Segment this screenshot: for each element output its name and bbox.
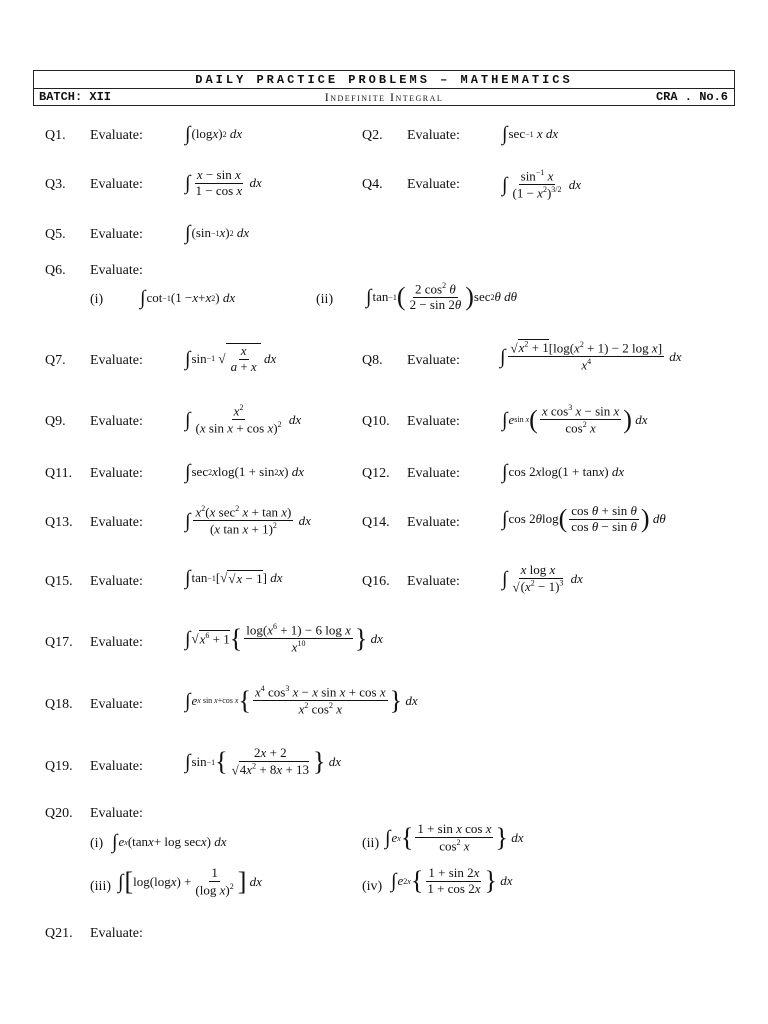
evaluate-label: Evaluate:: [407, 574, 460, 589]
part-label: (ii): [316, 292, 334, 307]
question-number: Q20.: [45, 806, 73, 821]
math-expression: ∫ √ $x^6 + 1$ { $\frac{\log(x^6 + 1) - 6 \log x}{x^{10}}$ } dx: [185, 622, 383, 655]
question-number: Q13.: [45, 515, 73, 530]
doc-title: DAILY PRACTICE PROBLEMS – MATHEMATICS: [195, 73, 573, 87]
topic-title: Indefinite Integral: [324, 90, 444, 104]
math-expression: ∫ cos 2 θ log ( $\frac{\text{cos θ + sin θ}}{\text{cos θ − sin θ}}$ ) dθ: [502, 503, 666, 534]
question-number: Q18.: [45, 697, 73, 712]
math-expression: ∫ e x { $\frac{\text{1 + sin x cos x}}{\cos^2 x}$ } dx: [385, 821, 524, 854]
question-number: Q8.: [362, 353, 383, 368]
evaluate-label: Evaluate:: [90, 177, 143, 192]
evaluate-label: Evaluate:: [407, 466, 460, 481]
evaluate-label: Evaluate:: [90, 263, 143, 278]
question-number: Q11.: [45, 466, 73, 481]
evaluate-label: Evaluate:: [90, 515, 143, 530]
evaluate-label: Evaluate:: [407, 414, 460, 429]
evaluate-label: Evaluate:: [407, 128, 460, 143]
math-expression: ∫ sin −1 { $\frac{2x + 2}{√4x^2 + 8x + 13}$ } dx: [185, 745, 342, 778]
math-expression: ∫ e x (tan x + log sec x ) dx: [112, 831, 227, 853]
part-label: (i): [90, 292, 104, 307]
header-divider: [34, 88, 734, 89]
evaluate-label: Evaluate:: [407, 353, 460, 368]
evaluate-label: Evaluate:: [90, 926, 143, 941]
part-label: (i): [90, 836, 104, 851]
question-number: Q6.: [45, 263, 66, 278]
math-expression: ∫ $\frac{x^2(x \sec^2 x + \tan x)}{(x \tan x + 1)^2}$ dx: [185, 504, 311, 537]
math-expression: ∫ e sin x ( $\frac{x \cos^3 x - \sin x}{\cos^2 x}$ ) dx: [502, 403, 648, 436]
question-number: Q7.: [45, 353, 66, 368]
question-number: Q19.: [45, 759, 73, 774]
part-label: (iv): [362, 879, 383, 894]
sheet-code: CRA . No.6: [655, 90, 728, 104]
question-number: Q5.: [45, 227, 66, 242]
math-expression: ∫ e 2x { $\frac{1 + \sin 2x}{1 + \cos 2x}$ } dx: [391, 865, 513, 896]
question-number: Q9.: [45, 414, 66, 429]
math-expression: ∫ $\frac{√x^2 + 1[\log(x^2 + 1) - 2 \log x]}{x^4}$ dx: [500, 340, 682, 373]
question-number: Q3.: [45, 177, 66, 192]
question-number: Q10.: [362, 414, 390, 429]
question-number: Q15.: [45, 574, 73, 589]
math-expression: ∫ [ log(log x ) + $\frac{1}{(\log x)^2}$ ] dx: [118, 865, 262, 898]
evaluate-label: Evaluate:: [90, 635, 143, 650]
math-expression: ∫ tan −1 [√ √x − 1 ] dx: [185, 567, 283, 589]
evaluate-label: Evaluate:: [90, 806, 143, 821]
math-expression: ∫ sec −1 x dx: [502, 123, 559, 145]
question-number: Q21.: [45, 926, 73, 941]
evaluate-label: Evaluate:: [90, 466, 143, 481]
question-number: Q2.: [362, 128, 383, 143]
question-number: Q17.: [45, 635, 73, 650]
math-expression: ∫ cos 2 x log(1 + tan x ) dx: [502, 461, 625, 483]
evaluate-label: Evaluate:: [407, 515, 460, 530]
question-number: Q4.: [362, 177, 383, 192]
evaluate-label: Evaluate:: [90, 128, 143, 143]
evaluate-label: Evaluate:: [90, 353, 143, 368]
evaluate-label: Evaluate:: [90, 414, 143, 429]
batch-label: BATCH: XII: [39, 90, 112, 104]
header-box: [33, 70, 735, 106]
part-label: (ii): [362, 836, 380, 851]
math-expression: ∫ e x sin x+cos x { $\frac{x^4 \cos^3 x - x \sin x + \cos x}{x^2 \cos^2 x}$ } dx: [185, 684, 418, 717]
math-expression: ∫ $\frac{\text{x − sin x}}{\text{1 − cos x}}$ dx: [185, 167, 262, 198]
evaluate-label: Evaluate:: [90, 227, 143, 242]
math-expression: ∫ $\frac{x^2}{(x \sin x + \cos x)^2}$ dx: [185, 403, 302, 436]
question-number: Q12.: [362, 466, 390, 481]
math-expression: ∫ sin −1 √ $\frac{x}{a + x}$ dx: [185, 343, 277, 374]
math-expression: ∫ (log x ) 2 dx: [185, 123, 243, 145]
question-number: Q14.: [362, 515, 390, 530]
math-expression: ∫ tan −1 ( $\frac{2 \cos^2 \theta}{2 - \sin 2\theta}$ ) sec 2 θ dθ: [366, 281, 518, 313]
evaluate-label: Evaluate:: [407, 177, 460, 192]
math-expression: ∫ $\frac{\text{x log x}}{√(x^2 - 1)^3}$ dx: [502, 562, 583, 595]
part-label: (iii): [90, 879, 111, 894]
evaluate-label: Evaluate:: [90, 574, 143, 589]
math-expression: ∫ sec 2 x log(1 + sin 2 x ) dx: [185, 461, 304, 483]
question-number: Q16.: [362, 574, 390, 589]
math-expression: ∫ (sin −1 x ) 2 dx: [185, 222, 250, 244]
question-number: Q1.: [45, 128, 66, 143]
math-expression: ∫ $\frac{\sin^{-1} x}{(1 - x^2)^{3/2}}$ dx: [502, 168, 582, 201]
math-expression: ∫ cot −1 (1 − x + x 2 ) dx: [140, 287, 236, 309]
evaluate-label: Evaluate:: [90, 697, 143, 712]
evaluate-label: Evaluate:: [90, 759, 143, 774]
